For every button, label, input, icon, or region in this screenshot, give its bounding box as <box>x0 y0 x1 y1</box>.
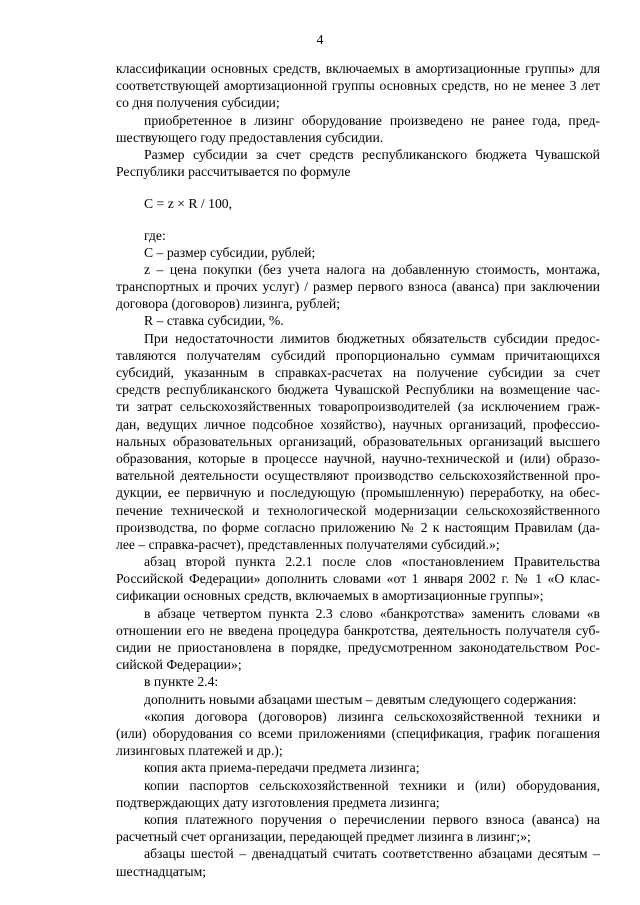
text-line: в абзаце четвертом пункта 2.3 слово «банкротства» заменить словами «в <box>144 606 600 621</box>
text-line: шестнадцатым; <box>116 864 207 879</box>
text-line: При недостаточности лимитов бюджетных обязательств субсидии предос- <box>144 331 600 346</box>
text-line: сийской Федерации»; <box>116 657 242 672</box>
text-line: «копия договора (договоров) лизинга сельскохозяйственной техники и <box>144 709 600 724</box>
text-line: z – цена покупки (без учета налога на добавленную стоимость, монтажа, <box>144 262 600 277</box>
text-line: лизинговых платежей и др.); <box>116 743 283 758</box>
text-line: копия платежного поручения о перечислении первого взноса (аванса) на <box>144 812 600 827</box>
text-line: договора (договоров) лизинга, рублей; <box>116 296 341 311</box>
text-line: сификации основных средств, включаемых в амортизационные группы»; <box>116 588 544 603</box>
text-line: со дня получения субсидии; <box>116 95 280 110</box>
text-line: абзацы шестой – двенадцатый считать соответственно абзацами десятым – <box>144 846 600 861</box>
text-line: нальных образовательных организаций, образовательных организаций высшего <box>116 434 600 449</box>
text-line: сидии не приостановлена в порядке, предусмотренном законодательством Рос- <box>116 640 600 655</box>
text-line: приобретенное в лизинг оборудование произведено не ранее года, пред- <box>144 113 600 128</box>
text-line: вательной деятельности осуществляют производство сельскохозяйственной про- <box>116 468 600 483</box>
text-line: абзац второй пункта 2.2.1 после слов «постановлением Правительства <box>144 554 600 569</box>
text-line: C – размер субсидии, рублей; <box>144 245 316 260</box>
text-line: копия акта приема-передачи предмета лизинга; <box>144 760 420 775</box>
text-line: ти затрат сельскохозяйственных товаропроизводителей (за исключением граж- <box>116 399 600 414</box>
text-line: лее – справка-расчет), представленных получателями субсидий.»; <box>116 537 500 552</box>
text-line: средств республиканского бюджета Чувашской Республики на возмещение час- <box>116 382 600 397</box>
text-line: в пункте 2.4: <box>144 674 219 689</box>
text-line: транспортных и прочих услуг) / размер первого взноса (аванса) при заключении <box>116 279 600 294</box>
text-line: отношении его не введена процедура банкротства, деятельность получателя суб- <box>116 623 600 638</box>
text-line: дополнить новыми абзацами шестым – девятым следующего содержания: <box>144 692 577 707</box>
text-line: шествующего году предоставления субсидии. <box>116 130 384 145</box>
text-line: классификации основных средств, включаемых в амортизационные группы» для <box>116 61 600 76</box>
text-line: R – ставка субсидии, %. <box>144 313 284 328</box>
text-line: расчетный счет организации, передающей предмет лизинга в лизинг;»; <box>116 829 531 844</box>
text-line: C = z × R / 100, <box>144 196 233 211</box>
text-line: образования, которые в процессе научной, научно-технической и (или) образо- <box>116 451 600 466</box>
text-line: Республики рассчитывается по формуле <box>116 164 351 179</box>
text-line: дукции, ее первичную и последующую (промышленную) переработку, на обес- <box>116 485 600 500</box>
text-line: копии паспортов сельскохозяйственной техники и (или) оборудования, <box>144 778 600 793</box>
text-line: (или) оборудования со всеми приложениями (спецификация, график погашения <box>116 726 600 741</box>
text-line: Российской Федерации» дополнить словами «от 1 января 2002 г. № 1 «О клас- <box>116 571 600 586</box>
text-line: субсидий, указанным в справках-расчетах на получение субсидии за счет <box>116 365 600 380</box>
text-line: соответствующей амортизационной группы основных средств, но не менее 3 лет <box>116 78 600 93</box>
text-line: подтверждающих дату изготовления предмета лизинга; <box>116 795 440 810</box>
text-line: тавляются получателям субсидий пропорционально суммам причитающихся <box>116 348 600 363</box>
text-line: где: <box>144 228 166 243</box>
page-number: 4 <box>316 32 324 47</box>
text-line: производства, по форме согласно приложению № 2 к настоящим Правилам (да- <box>116 520 600 535</box>
text-line: Размер субсидии за счет средств республиканского бюджета Чувашской <box>144 147 600 162</box>
text-line: дан, ведущих личное подсобное хозяйство), научных организаций, профессио- <box>116 417 600 432</box>
text-line: печение технической и технологической модернизации сельскохозяйственного <box>116 503 600 518</box>
